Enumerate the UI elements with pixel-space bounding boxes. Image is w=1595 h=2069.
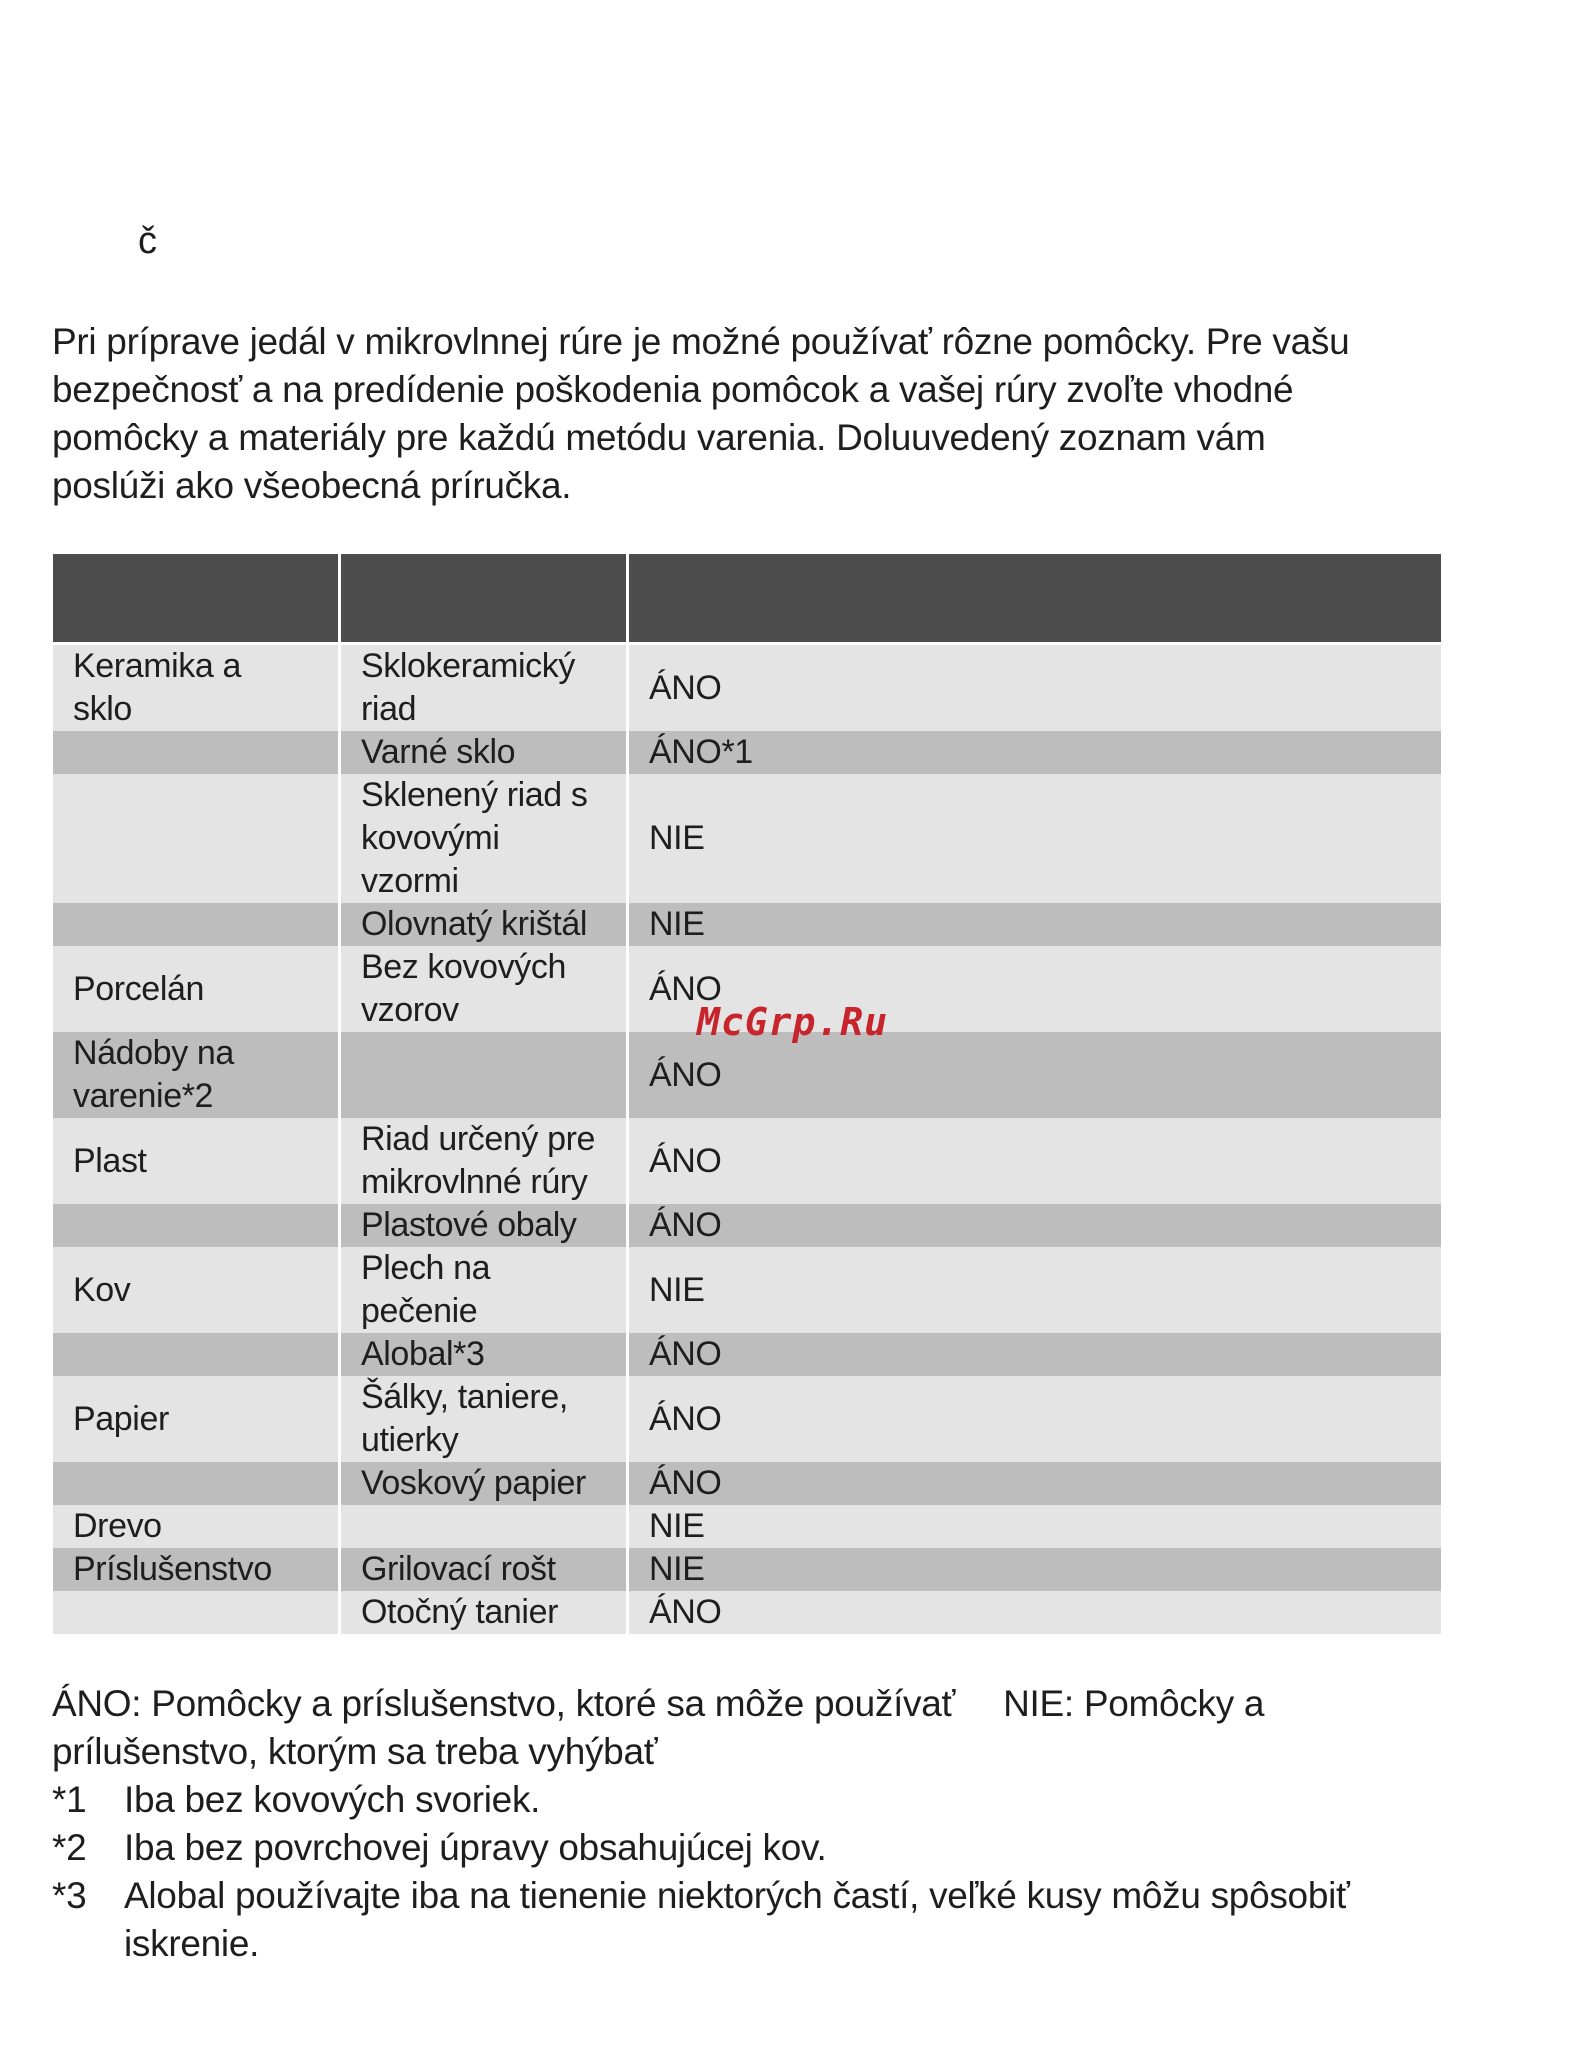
cell-item-line: Šálky, taniere, xyxy=(361,1378,568,1416)
cell-material xyxy=(53,1505,338,1548)
intro-line: poslúži ako všeobecná príručka. xyxy=(52,465,572,506)
cell-material-line: Príslušenstvo xyxy=(73,1550,272,1588)
footnote-3 xyxy=(52,1872,1452,1968)
cell-material xyxy=(53,1118,338,1204)
cell-usage: NIE xyxy=(629,1247,1441,1333)
table-row xyxy=(53,1204,1441,1247)
header-cell-material xyxy=(53,554,338,645)
cell-usage: NIE xyxy=(629,1548,1441,1591)
table-row xyxy=(53,774,1441,903)
cell-usage: ÁNO*1 xyxy=(629,731,1441,774)
cell-item xyxy=(341,1376,626,1462)
cell-material-line: Drevo xyxy=(73,1507,162,1545)
cell-usage: ÁNO xyxy=(629,1591,1441,1634)
footnote-marker: *2 xyxy=(52,1827,87,1868)
cell-material-line: Porcelán xyxy=(73,969,204,1008)
cell-item-line: Alobal*3 xyxy=(361,1335,485,1373)
cell-material-line: Papier xyxy=(73,1399,169,1438)
legend-ano: ÁNO: Pomôcky a príslušenstvo, ktoré sa môže používať xyxy=(52,1683,956,1724)
cell-material xyxy=(53,1591,338,1634)
cell-material xyxy=(53,1462,338,1505)
cell-material xyxy=(53,1548,338,1591)
table-row xyxy=(53,1505,1441,1548)
cell-usage: ÁNO xyxy=(629,645,1441,731)
cell-item-line: Riad určený pre xyxy=(361,1120,596,1158)
cell-material xyxy=(53,774,338,903)
cell-item-line: Otočný tanier xyxy=(361,1593,559,1631)
footnote-marker: *1 xyxy=(52,1779,87,1820)
table-row xyxy=(53,1376,1441,1462)
cell-material xyxy=(53,1376,338,1462)
cell-item-line: Plastové obaly xyxy=(361,1206,577,1244)
footnote-1 xyxy=(52,1776,1452,1824)
table-row xyxy=(53,1118,1441,1204)
cell-material xyxy=(53,731,338,774)
cell-item-line: mikrovlnné rúry xyxy=(361,1163,588,1201)
table-row xyxy=(53,903,1441,946)
table-row xyxy=(53,645,1441,731)
cell-item-line: kovovými xyxy=(361,819,500,857)
cell-item-line: Voskový papier xyxy=(361,1464,586,1502)
cell-item-line: Olovnatý krištál xyxy=(361,905,588,943)
cell-item xyxy=(341,1505,626,1548)
cell-item-line: riad xyxy=(361,690,417,728)
cell-material xyxy=(53,903,338,946)
table-row xyxy=(53,1591,1441,1634)
cell-material-line: Nádoby na xyxy=(73,1034,234,1072)
cell-item-line: vzorov xyxy=(361,991,459,1029)
table-row xyxy=(53,1548,1441,1591)
cell-material xyxy=(53,1204,338,1247)
cell-item xyxy=(341,1548,626,1591)
footnote-text: Alobal používajte iba na tienenie niektorých častí, veľké kusy môžu spôsobiť iskrenie. xyxy=(124,1875,1350,1964)
cell-material-line: sklo xyxy=(73,690,132,728)
cell-item-line: vzormi xyxy=(361,862,459,900)
cell-usage: ÁNO xyxy=(629,1204,1441,1247)
cell-item-line: Sklenený riad s xyxy=(361,776,588,814)
intro-line: pomôcky a materiály pre každú metódu varenia. Doluuvedený zoznam vám xyxy=(52,417,1266,458)
cell-material xyxy=(53,1032,338,1118)
watermark-logo: McGrp.Ru xyxy=(697,1000,889,1044)
table-row xyxy=(53,731,1441,774)
footnote-text: Iba bez povrchovej úpravy obsahujúcej kov. xyxy=(124,1827,827,1868)
cell-item xyxy=(341,1333,626,1376)
cookware-table xyxy=(50,554,1444,1634)
cell-material xyxy=(53,645,338,731)
cell-item xyxy=(341,645,626,731)
cell-item xyxy=(341,1118,626,1204)
cell-usage: ÁNO xyxy=(629,1376,1441,1462)
cell-usage: ÁNO xyxy=(629,1333,1441,1376)
legend xyxy=(52,1680,1452,1728)
header-cell-item xyxy=(341,554,626,645)
legend-nie: NIE: Pomôcky a xyxy=(1003,1683,1265,1724)
cell-material xyxy=(53,1333,338,1376)
cell-item xyxy=(341,1462,626,1505)
cell-material-line: Kov xyxy=(73,1270,131,1309)
cell-material xyxy=(53,1247,338,1333)
table-row xyxy=(53,1333,1441,1376)
intro-line: bezpečnosť a na predídenie poškodenia pomôcok a vašej rúry zvoľte vhodné xyxy=(52,369,1294,410)
cell-usage: NIE xyxy=(629,903,1441,946)
cell-item xyxy=(341,774,626,903)
table-row xyxy=(53,1247,1441,1333)
cell-item xyxy=(341,946,626,1032)
cell-item-line: pečenie xyxy=(361,1292,478,1330)
cell-item xyxy=(341,731,626,774)
cell-usage: NIE xyxy=(629,1505,1441,1548)
cell-material-line: varenie*2 xyxy=(73,1077,214,1115)
footnote-2 xyxy=(52,1824,1452,1872)
cell-item xyxy=(341,1247,626,1333)
cell-item xyxy=(341,1032,626,1118)
section-heading: č xyxy=(138,220,157,262)
header-cell-usage xyxy=(629,554,1441,645)
cell-item xyxy=(341,1204,626,1247)
intro-paragraph xyxy=(52,318,1452,510)
intro-line: Pri príprave jedál v mikrovlnnej rúre je možné používať rôzne pomôcky. Pre vašu xyxy=(52,321,1350,362)
footnote-text: Iba bez kovových svoriek. xyxy=(124,1779,541,1820)
cell-item xyxy=(341,903,626,946)
cell-item-line: Grilovací rošt xyxy=(361,1550,556,1588)
cell-usage: ÁNO xyxy=(629,1032,1441,1118)
cell-usage: NIE xyxy=(629,774,1441,903)
cell-item xyxy=(341,1591,626,1634)
cell-item-line: utierky xyxy=(361,1421,459,1459)
cell-usage: ÁNO xyxy=(629,946,1441,1032)
cell-usage: ÁNO xyxy=(629,1462,1441,1505)
cell-usage: ÁNO xyxy=(629,1118,1441,1204)
footnote-marker: *3 xyxy=(52,1875,87,1916)
legend-nie-continued: prílušenstvo, ktorým sa treba vyhýbať xyxy=(52,1731,658,1772)
cell-item-line: Sklokeramický xyxy=(361,647,575,685)
cell-material xyxy=(53,946,338,1032)
table-row xyxy=(53,1032,1441,1118)
table-body xyxy=(53,645,1441,1634)
table-row xyxy=(53,1462,1441,1505)
cell-material-line: Keramika a xyxy=(73,647,241,685)
footnotes xyxy=(52,1680,1452,1968)
cell-material-line: Plast xyxy=(73,1141,147,1180)
cell-item-line: Bez kovových xyxy=(361,948,566,986)
cell-item-line: Varné sklo xyxy=(361,733,516,771)
cell-item-line: Plech na xyxy=(361,1249,491,1287)
table-header xyxy=(53,554,1441,645)
